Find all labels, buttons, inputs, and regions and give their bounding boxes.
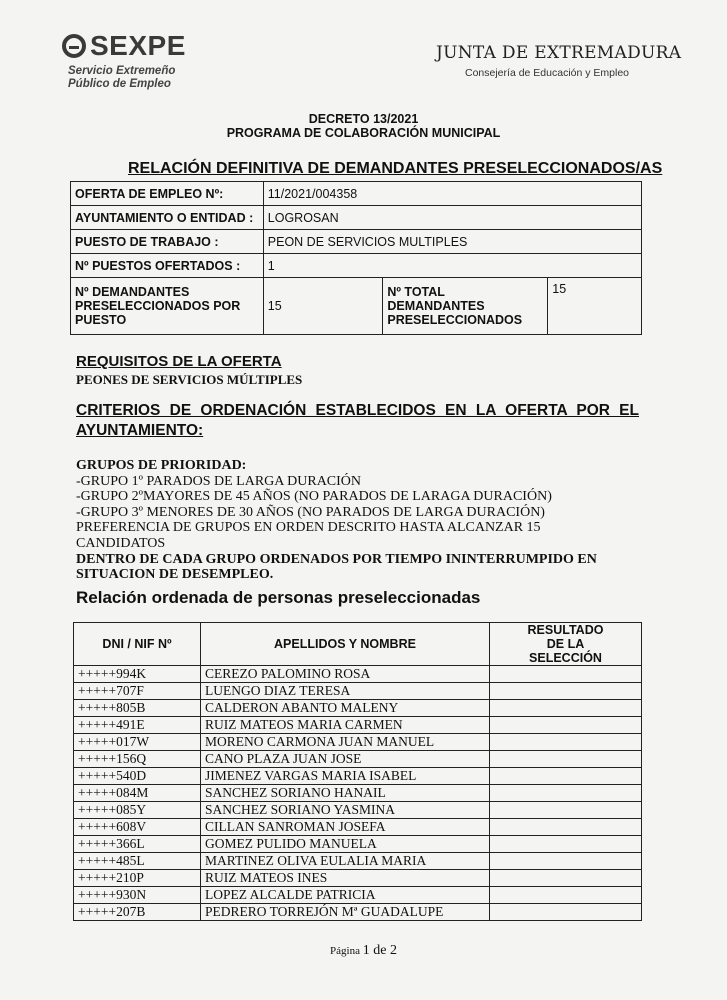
preferencia-line2: CANDIDATOS	[76, 535, 166, 551]
resultado-cell	[490, 853, 642, 870]
table-header-row	[74, 623, 642, 666]
total-demandantes-label: Nº TOTAL DEMANDANTES PRESELECCIONADOS	[383, 278, 548, 335]
sexpe-logo-text: SEXPE	[90, 30, 186, 61]
resultado-cell	[490, 836, 642, 853]
oferta-label: OFERTA DE EMPLEO Nº:	[71, 182, 264, 206]
nombre-cell: CANO PLAZA JUAN JOSE	[201, 751, 490, 768]
logo-subtitle-line2: Público de Empleo	[68, 78, 171, 90]
dni-cell: +++++084M	[74, 785, 201, 802]
num-puestos-value: 1	[263, 254, 641, 278]
resultado-cell	[490, 717, 642, 734]
dni-cell: +++++707F	[74, 683, 201, 700]
resultado-cell	[490, 887, 642, 904]
requisitos-title: REQUISITOS DE LA OFERTA	[76, 353, 282, 370]
dentro-line2: SITUACION DE DESEMPLEO.	[76, 567, 274, 583]
junta-extremadura-title: JUNTA DE EXTREMADURA	[436, 43, 682, 63]
nombre-cell: SANCHEZ SORIANO YASMINA	[201, 802, 490, 819]
resultado-cell	[490, 768, 642, 785]
table-row	[74, 819, 642, 836]
nombre-cell: RUIZ MATEOS MARIA CARMEN	[201, 717, 490, 734]
nombre-cell: PEDRERO TORREJÓN Mª GUADALUPE	[201, 904, 490, 921]
preferencia-line1: PREFERENCIA DE GRUPOS EN ORDEN DESCRITO HASTA ALCANZAR 15	[76, 520, 541, 536]
table-row	[74, 666, 642, 683]
table-row	[74, 887, 642, 904]
resultado-cell	[490, 683, 642, 700]
sexpe-logo-icon	[62, 34, 86, 58]
dni-cell: +++++540D	[74, 768, 201, 785]
dni-cell: +++++156Q	[74, 751, 201, 768]
resultado-cell	[490, 802, 642, 819]
nombre-cell: CALDERON ABANTO MALENY	[201, 700, 490, 717]
relacion-title: RELACIÓN DEFINITIVA DE DEMANDANTES PRESELECCIONADOS/AS	[128, 160, 663, 177]
programa-title: PROGRAMA DE COLABORACIÓN MUNICIPAL	[226, 126, 501, 140]
table-row	[74, 751, 642, 768]
grupo-2: -GRUPO 2ºMAYORES DE 45 AÑOS (NO PARADOS DE LARAGA DURACIÓN)	[76, 489, 552, 505]
candidates-table	[73, 622, 642, 921]
requisitos-value: PEONES DE SERVICIOS MÚLTIPLES	[76, 372, 303, 387]
header-resultado: RESULTADO DE LA SELECCIÓN	[490, 623, 642, 666]
nombre-cell: CILLAN SANROMAN JOSEFA	[201, 819, 490, 836]
dni-cell: +++++994K	[74, 666, 201, 683]
table-row	[74, 700, 642, 717]
oferta-value: 11/2021/004358	[263, 182, 641, 206]
table-row	[74, 768, 642, 785]
dni-cell: +++++491E	[74, 717, 201, 734]
table-row	[74, 683, 642, 700]
dni-cell: +++++805B	[74, 700, 201, 717]
table-row	[74, 870, 642, 887]
dni-cell: +++++485L	[74, 853, 201, 870]
grupo-1: -GRUPO 1º PARADOS DE LARGA DURACIÓN	[76, 473, 362, 489]
header-dni: DNI / NIF Nº	[74, 623, 201, 666]
dni-cell: +++++366L	[74, 836, 201, 853]
nombre-cell: MARTINEZ OLIVA EULALIA MARIA	[201, 853, 490, 870]
nombre-cell: LUENGO DIAZ TERESA	[201, 683, 490, 700]
demandantes-label: Nº DEMANDANTES PRESELECCIONADOS POR PUESTO	[71, 278, 264, 335]
num-puestos-label: Nº PUESTOS OFERTADOS :	[71, 254, 264, 278]
table-row	[74, 853, 642, 870]
page-number: 1 de 2	[362, 943, 397, 958]
logo-subtitle-line1: Servicio Extremeño	[68, 65, 176, 77]
grupos-title: GRUPOS DE PRIORIDAD:	[76, 458, 247, 473]
resultado-cell	[490, 734, 642, 751]
page-footer	[0, 943, 727, 959]
resultado-cell	[490, 785, 642, 802]
consejeria-subtitle: Consejería de Educación y Empleo	[465, 67, 630, 79]
resultado-cell	[490, 700, 642, 717]
resultado-cell	[490, 751, 642, 768]
puesto-label: PUESTO DE TRABAJO :	[71, 230, 264, 254]
dni-cell: +++++017W	[74, 734, 201, 751]
dni-cell: +++++608V	[74, 819, 201, 836]
offer-info-table	[70, 181, 642, 335]
dni-cell: +++++085Y	[74, 802, 201, 819]
resultado-cell	[490, 870, 642, 887]
nombre-cell: LOPEZ ALCALDE PATRICIA	[201, 887, 490, 904]
table-row	[74, 785, 642, 802]
nombre-cell: RUIZ MATEOS INES	[201, 870, 490, 887]
ayuntamiento-label: AYUNTAMIENTO O ENTIDAD :	[71, 206, 264, 230]
ayuntamiento-value: LOGROSAN	[263, 206, 641, 230]
table-row	[74, 802, 642, 819]
nombre-cell: JIMENEZ VARGAS MARIA ISABEL	[201, 768, 490, 785]
resultado-cell	[490, 666, 642, 683]
table-row	[74, 717, 642, 734]
nombre-cell: GOMEZ PULIDO MANUELA	[201, 836, 490, 853]
grupos-prioridad-block	[76, 458, 656, 583]
nombre-cell: CEREZO PALOMINO ROSA	[201, 666, 490, 683]
nombre-cell: SANCHEZ SORIANO HANAIL	[201, 785, 490, 802]
dentro-line1: DENTRO DE CADA GRUPO ORDENADOS POR TIEMPO ININTERRUMPIDO EN	[76, 551, 597, 567]
table-row	[74, 734, 642, 751]
nombre-cell: MORENO CARMONA JUAN MANUEL	[201, 734, 490, 751]
page-label: Página	[330, 945, 360, 957]
grupo-3: -GRUPO 3º MENORES DE 30 AÑOS (NO PARADOS DE LARGA DURACIÓN)	[76, 504, 545, 520]
dni-cell: +++++930N	[74, 887, 201, 904]
dni-cell: +++++207B	[74, 904, 201, 921]
table-row	[74, 836, 642, 853]
criterios-title-line2: AYUNTAMIENTO:	[76, 422, 204, 439]
puesto-value: PEON DE SERVICIOS MULTIPLES	[263, 230, 641, 254]
resultado-cell	[490, 904, 642, 921]
table-row	[74, 904, 642, 921]
dni-cell: +++++210P	[74, 870, 201, 887]
criterios-title-line1: CRITERIOS DE ORDENACIÓN ESTABLECIDOS EN LA OFERTA POR EL	[76, 402, 639, 419]
demandantes-value: 15	[263, 278, 383, 335]
relacion-ordenada-title: Relación ordenada de personas preseleccionadas	[76, 588, 481, 607]
header-nombre: APELLIDOS Y NOMBRE	[201, 623, 490, 666]
total-demandantes-value: 15	[548, 278, 642, 335]
decreto-title: DECRETO 13/2021	[308, 112, 419, 126]
resultado-cell	[490, 819, 642, 836]
